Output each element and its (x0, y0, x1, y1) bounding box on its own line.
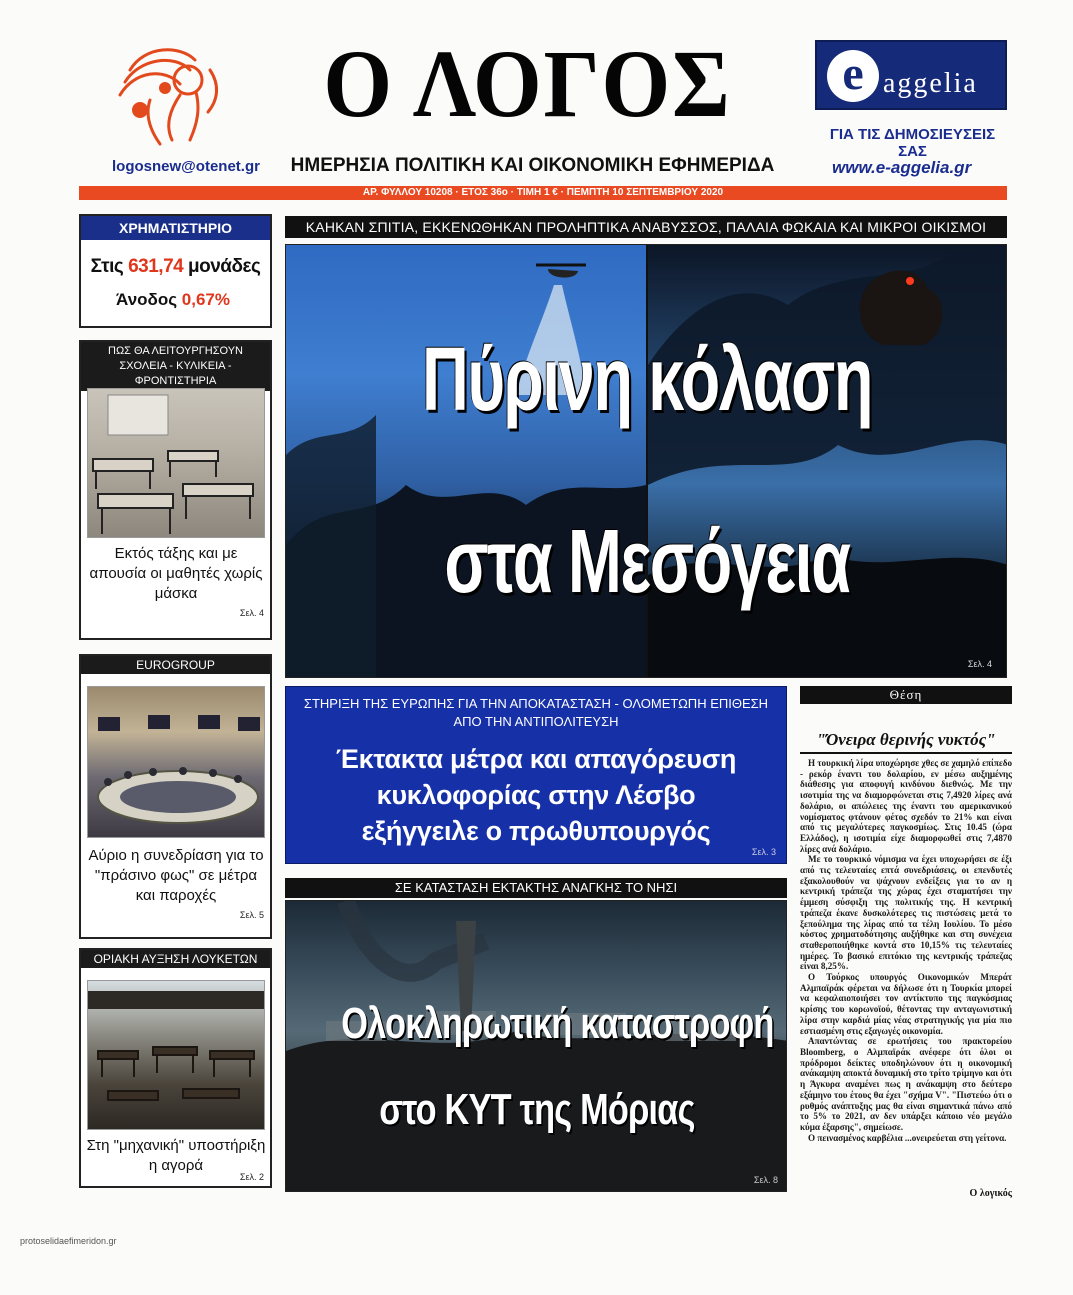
ad-logo-letter: e (827, 50, 879, 102)
sidebar-story-header: EUROGROUP (81, 656, 270, 674)
lesbos-subtitle: ΣΤΗΡΙΞΗ ΤΗΣ ΕΥΡΩΠΗΣ ΓΙΑ ΤΗΝ ΑΠΟΚΑΤΑΣΤΑΣΗ - ΟΛΟΜΕΤΩΠΗ ΕΠΙΘΕΣΗ ΑΠΟ ΤΗΝ ΑΝΤΙΠΟΛΙΤΕΥΣΗ (303, 696, 769, 729)
masthead-title: Ο ΛΟΓΟΣ (323, 30, 732, 137)
sidebar-story-header: ΟΡΙΑΚΗ ΑΥΞΗΣΗ ΛΟΥΚΕΤΩΝ (81, 950, 270, 968)
page-ref: Σελ. 5 (239, 910, 264, 920)
hero-title-line1: Πύρινη κόλαση (421, 330, 873, 430)
ad-logo-word: aggelia (883, 68, 978, 99)
logo-figure (110, 40, 230, 150)
moria-title-line2: στο ΚΥΤ της Μόριας (379, 1085, 695, 1134)
sidebar-story-eurogroup[interactable] (79, 654, 272, 939)
moria-title-line1: Ολοκληρωτική καταστροφή (341, 999, 774, 1048)
cafe-photo (87, 980, 265, 1130)
e-aggelia-ad[interactable] (815, 40, 1007, 110)
stock-box (79, 214, 272, 328)
page-ref: Σελ. 4 (239, 608, 264, 618)
opinion-paragraph: Ο πεινασμένος καρβέλια ...ονειρεύεται στη γείτονα. (808, 1132, 1007, 1143)
page-ref: Σελ. 2 (239, 1172, 264, 1182)
opinion-paragraph: Απαντώντας σε ερωτήσεις του πρακτορείου Bloomberg, ο Αλμπαϊράκ ανέφερε ότι όλοι οι πρόδρομοι δείκτες υποδηλώνουν ότι η οικονομική ανάκαμψη αποκτά δυναμική στο τρίτο τρίμηνο και ότι η Άγκυρα αναμένει πως η ανάκαμψη στο δεύτερο εξάμηνο του έτους θα έχει "σχήμα V". "Πιστεύω ότι ο ρυθμός ανάπτυξης μας θα είναι σημαντικά πάνω από το 5% το 2021, αν δεν υπάρξει κάποιο νέο μεγάλο κύμα έξαρσης", σημείωσε. (800, 1036, 1012, 1132)
opinion-rule (800, 752, 1012, 754)
opinion-body (800, 758, 1012, 1183)
opinion-signature: Ο λογικός (969, 1188, 1012, 1199)
opinion-paragraph: Ο Τούρκος υπουργός Οικονομικών Μπεράτ Αλμπαϊράκ φέρεται να δήλωσε ότι η Τουρκία μπορεί να κεφαλαιοποιήσει τον αντίκτυπο της παγκόσμιας κρίσης του κορωνοϊού, θέτοντας την ανταγωνιστική λίρα στην καρδιά μίας νέας στρατηγικής για μία πιο εστιασμένη στις εξαγωγές οικονομία. (800, 972, 1012, 1036)
page-ref: Σελ. 3 (751, 847, 776, 857)
opinion-header: Θέση (800, 686, 1012, 704)
source-watermark: protoselidaefimeridon.gr (20, 1236, 117, 1246)
opinion-title: "Όνειρα θερινής νυκτός" (816, 730, 996, 749)
issue-bar (79, 186, 1007, 200)
stock-change-value: 0,67% (181, 290, 230, 309)
stock-change: Άνοδος 0,67% (116, 290, 230, 309)
moria-topline: ΣΕ ΚΑΤΑΣΤΑΣΗ ΕΚΤΑΚΤΗΣ ΑΝΑΓΚΗΣ ΤΟ ΝΗΣΙ (285, 878, 787, 898)
eurogroup-photo (87, 686, 265, 838)
ad-url[interactable]: www.e-aggelia.gr (832, 158, 972, 177)
page-ref: Σελ. 4 (967, 659, 992, 669)
hero-story[interactable] (285, 244, 1007, 678)
sidebar-story-text: Εκτός τάξης και με απουσία οι μαθητές χωρίς μάσκα (89, 545, 263, 602)
page-ref: Σελ. 8 (753, 1175, 778, 1185)
stock-header: ΧΡΗΜΑΤΙΣΤΗΡΙΟ (81, 216, 270, 240)
sidebar-story-header: ΠΩΣ ΘΑ ΛΕΙΤΟΥΡΓΗΣΟΥΝ ΣΧΟΛΕΙΑ - ΚΥΛΙΚΕΙΑ - ΦΡΟΝΤΙΣΤΗΡΙΑ (81, 342, 270, 391)
masthead-tagline: ΗΜΕΡΗΣΙΑ ΠΟΛΙΤΙΚΗ ΚΑΙ ΟΙΚΟΝΟΜΙΚΗ ΕΦΗΜΕΡΙΔΑ (290, 155, 775, 176)
stock-points-value: 631,74 (128, 256, 184, 277)
issue-line: ΑΡ. ΦΥΛΛΟΥ 10208 · ΕΤΟΣ 36ο · ΤΙΜΗ 1 € · ΠΕΜΠΤΗ 10 ΣΕΠΤΕΜΒΡΙΟΥ 2020 (362, 187, 724, 198)
ad-subtitle: ΓΙΑ ΤΙΣ ΔΗΜΟΣΙΕΥΣΕΙΣ ΣΑΣ (829, 126, 996, 160)
lesbos-headline: Έκτακτα μέτρα και απαγόρευση κυκλοφορίας στην Λέσβο εξήγγειλε ο πρωθυπουργός (335, 744, 737, 846)
hero-title-line2: στα Μεσόγεια (444, 512, 850, 612)
classroom-photo (87, 388, 265, 538)
sidebar-story-market[interactable] (79, 948, 272, 1188)
opinion-paragraph: Με το τουρκικό νόμισμα να έχει υποχωρήσει σε έξι από τις τελευταίες επτά συνεδριάσεις, οι επενδυτές εξακολουθούν να ψάχνουν ενδείξεις για το αν η κεντρική τράπεζα της χώρας έχει σταματήσει την έμμεση σύσφιξη της πολιτικής της. Η κεντρική τράπεζα έκανε δυσκολότερες τις πιστώσεις μετά το ξεπούλημα της λίρας από τα τέλη Ιουλίου. Το μέσο κόστος χρηματοδότησης αυξήθηκε και στη συνέχεια σταθεροποιήθηκε κοντά στο 10,15% τις τελευταίες ημέρες. Το βασικό επιτόκιο της κεντρικής τράπεζας είναι 8,25%. (800, 854, 1012, 972)
opinion-paragraph: Η τουρκική λίρα υποχώρησε χθες σε χαμηλό επίπεδο - ρεκόρ έναντι του δολαρίου, εν μέσω αυξημένης διάθεσης για αποφυγή κινδύνου διεθνώς. Με την ισοτιμία της να διαμορφώνεται στις 7,4920 λίρες ανά δολάριο, οι απώλειες της έναντι του αμερικανικού νομίσματος φτάνουν φέτος σχεδόν το 21% και είναι από τις μεγαλύτερες παγκοσμίως. Στις 10.45 (ώρα Ελλάδος), η ισοτιμία είχε διαμορφωθεί στις 7,4870 λίρες ανά δολάριο. (800, 758, 1012, 854)
moria-story[interactable] (285, 900, 787, 1192)
hero-topline: ΚΑΗΚΑΝ ΣΠΙΤΙΑ, ΕΚΚΕΝΩΘΗΚΑΝ ΠΡΟΛΗΠΤΙΚΑ ΑΝΑΒΥΣΣΟΣ, ΠΑΛΑΙΑ ΦΩΚΑΙΑ ΚΑΙ ΜΙΚΡΟΙ ΟΙΚΙΣΜΟΙ (285, 216, 1007, 238)
sidebar-story-schools[interactable] (79, 340, 272, 640)
sidebar-story-text: Στη "μηχανική" υποστήριξη η αγορά (86, 1137, 266, 1174)
stock-points: Στις 631,74 μονάδες (90, 256, 261, 277)
sidebar-story-text: Αύριο η συνεδρίαση για το "πράσινο φως" σε μέτρα και παροχές (88, 847, 264, 904)
lesbos-story[interactable] (285, 686, 787, 864)
contact-email[interactable]: logosnew@otenet.gr (112, 158, 260, 175)
